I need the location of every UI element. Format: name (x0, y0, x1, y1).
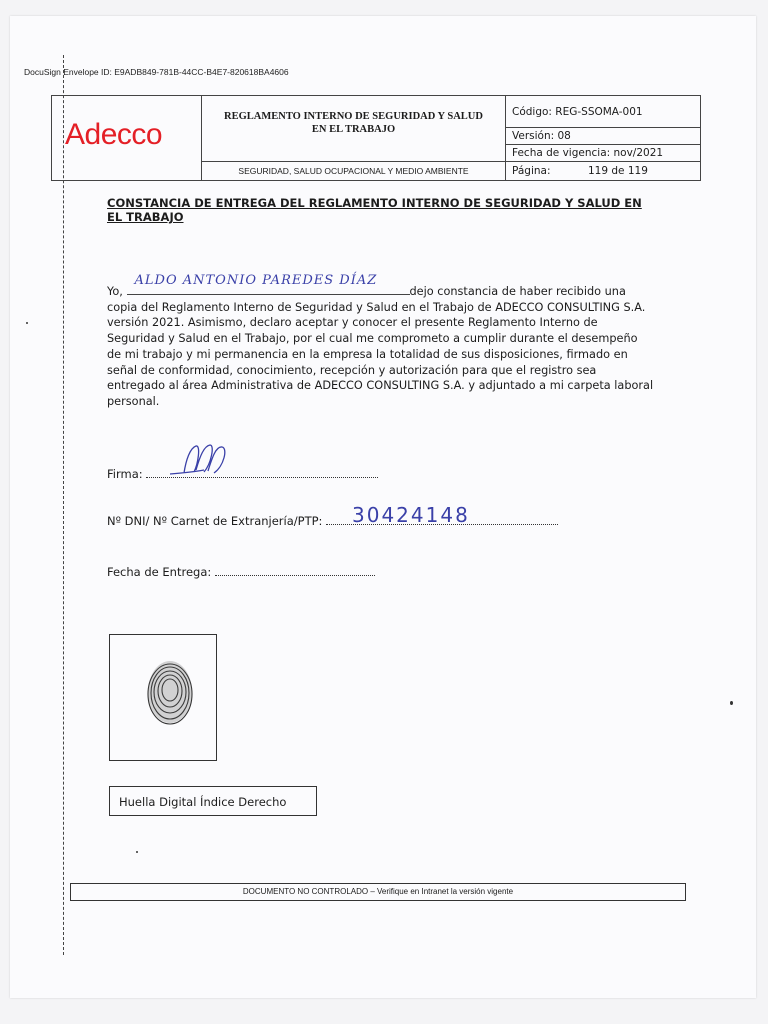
header-version: Versión: 08 (506, 128, 700, 145)
header-meta-cell (506, 96, 700, 180)
scan-speck (26, 322, 28, 324)
pagina-label: Página: (512, 165, 551, 177)
header-vigencia: Fecha de vigencia: nov/2021 (506, 145, 700, 162)
fingerprint-box (109, 634, 217, 761)
footer-note: DOCUMENTO NO CONTROLADO – Verifique en Intranet la versión vigente (70, 883, 686, 901)
signature-icon (168, 440, 238, 482)
fingerprint-icon (110, 635, 216, 760)
scan-speck (136, 851, 138, 853)
margin-dashed-line (63, 55, 64, 955)
fecha-line (215, 565, 375, 576)
declaration-paragraph (107, 273, 655, 410)
dni-field (107, 514, 558, 528)
handwritten-name: ALDO ANTONIO PAREDES DÍAZ (134, 273, 378, 288)
dni-handwritten-value: 30424148 (352, 503, 470, 527)
yo-label: Yo, (107, 285, 123, 298)
header-pagina (506, 162, 700, 180)
firma-field (107, 467, 378, 481)
dni-label: Nº DNI/ Nº Carnet de Extranjería/PTP: (107, 514, 323, 528)
firma-label: Firma: (107, 467, 143, 481)
header-title: REGLAMENTO INTERNO DE SEGURIDAD Y SALUD EN EL TRABAJO (224, 111, 483, 135)
fecha-field (107, 565, 375, 579)
scan-speck (730, 701, 733, 705)
logo-cell (52, 96, 202, 180)
document-header (51, 95, 701, 181)
declaration-body: una copia del Reglamento Interno de Seguridad y Salud en el Trabajo de ADECCO CONSULTING S.A. versión 2021. Asimismo, declaro aceptar y conocer el presente Reglamento Interno de Seguridad y Salud en el Trabajo, por el cual me comprometo a cumplir durante el desempeño de mi trabajo y mi permanencia en la empresa la totalidad de sus disposiciones, firmado en señal de conformidad, conocimiento, recepción y autorización para que el registro sea entregado al área Administrativa de ADECCO CONSULTING S.A. y adjuntado a mi carpeta laboral personal. (107, 285, 654, 408)
fecha-label: Fecha de Entrega: (107, 565, 212, 579)
document-title: CONSTANCIA DE ENTREGA DEL REGLAMENTO INTERNO DE SEGURIDAD Y SALUD EN EL TRABAJO (107, 196, 642, 224)
name-field (127, 273, 410, 295)
header-subtitle: SEGURIDAD, SALUD OCUPACIONAL Y MEDIO AMBIENTE (202, 161, 505, 180)
pagina-value: 119 de 119 (588, 165, 648, 177)
dejo-text: dejo constancia de haber recibido (409, 285, 602, 298)
docusign-envelope-id: DocuSign Envelope ID: E9ADB849-781B-44CC-B4E7-820618BA4606 (24, 67, 289, 77)
header-title-cell (202, 96, 506, 180)
adecco-logo: Adecco (65, 118, 163, 151)
header-codigo: Código: REG-SSOMA-001 (506, 96, 700, 128)
huella-label-box: Huella Digital Índice Derecho (109, 786, 317, 816)
